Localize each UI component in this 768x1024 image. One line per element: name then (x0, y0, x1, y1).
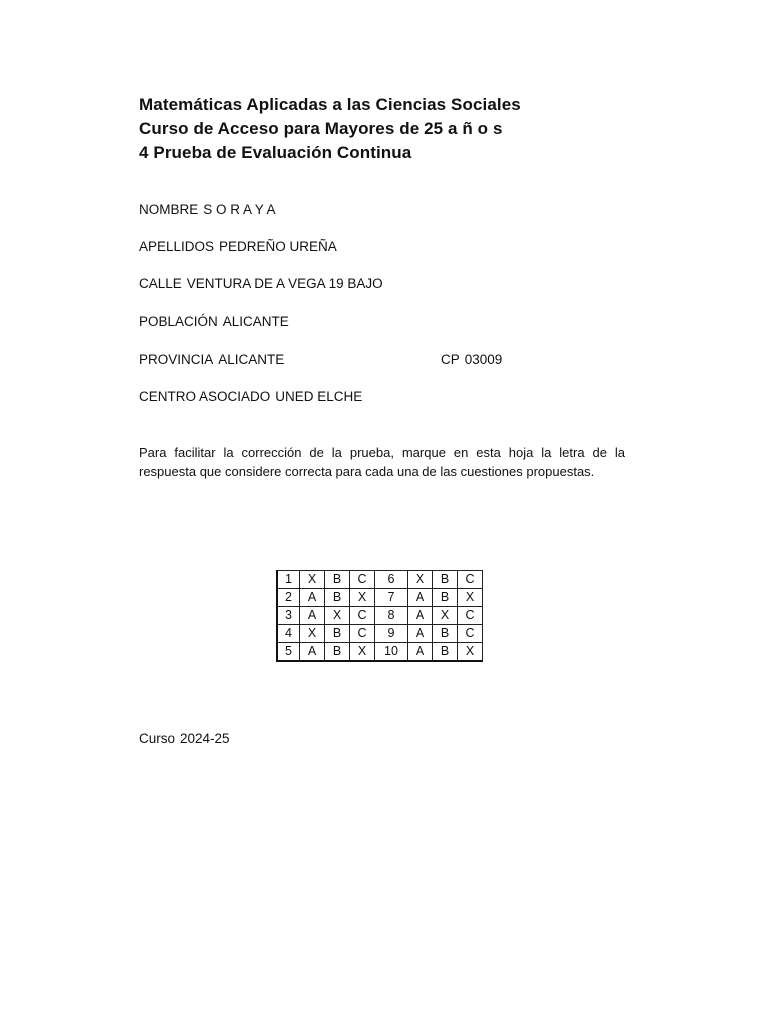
answer-cell: X (433, 607, 458, 625)
centro-label: CENTRO ASOCIADO (139, 389, 271, 404)
answer-cell: A (300, 607, 325, 625)
answer-cell: A (300, 589, 325, 607)
cp-label: CP (441, 352, 460, 367)
answer-cell: X (458, 643, 483, 662)
question-number: 9 (375, 625, 408, 643)
answer-row (277, 643, 483, 662)
cp-field (441, 352, 502, 367)
answer-cell: A (408, 625, 433, 643)
answer-cell: B (325, 625, 350, 643)
question-number: 7 (375, 589, 408, 607)
course-label: Curso (139, 731, 176, 746)
question-number: 3 (277, 607, 300, 625)
answer-cell: C (350, 571, 375, 589)
answer-row (277, 625, 483, 643)
cp-value: 03009 (464, 352, 503, 367)
answer-cell: B (433, 589, 458, 607)
answer-cell: C (458, 571, 483, 589)
provincia-value: ALICANTE (218, 352, 285, 367)
answer-cell: B (433, 643, 458, 662)
answer-cell: C (350, 607, 375, 625)
answer-cell: C (350, 625, 375, 643)
nombre-label: NOMBRE (139, 202, 199, 217)
answer-cell: A (408, 607, 433, 625)
apellidos-label: APELLIDOS (139, 239, 215, 254)
answer-cell: A (408, 589, 433, 607)
answer-cell: C (458, 607, 483, 625)
course-year (139, 731, 230, 746)
answer-cell: X (350, 589, 375, 607)
answer-cell: X (408, 571, 433, 589)
answer-cell: X (350, 643, 375, 662)
question-number: 1 (277, 571, 300, 589)
nombre-field (139, 202, 276, 217)
question-number: 8 (375, 607, 408, 625)
poblacion-field (139, 314, 289, 329)
subject-title: Matemáticas Aplicadas a las Ciencias Sociales (139, 95, 521, 114)
answer-row (277, 607, 483, 625)
answer-cell: A (300, 643, 325, 662)
answer-cell: X (458, 589, 483, 607)
answer-row (277, 571, 483, 589)
centro-value: UNED ELCHE (275, 389, 363, 404)
course-value: 2024-25 (180, 731, 230, 746)
poblacion-label: POBLACIÓN (139, 314, 218, 329)
apellidos-field (139, 239, 337, 254)
question-number: 6 (375, 571, 408, 589)
apellidos-value: PEDREÑO UREÑA (219, 239, 337, 254)
poblacion-value: ALICANTE (222, 314, 289, 329)
provincia-field (139, 352, 284, 367)
test-title: 4 Prueba de Evaluación Continua (139, 143, 412, 162)
question-number: 2 (277, 589, 300, 607)
answer-cell: X (300, 571, 325, 589)
answer-cell: X (325, 607, 350, 625)
answer-cell: B (325, 589, 350, 607)
answer-cell: A (408, 643, 433, 662)
answer-cell: B (433, 571, 458, 589)
answer-row (277, 589, 483, 607)
answer-grid (276, 570, 483, 662)
answer-cell: X (300, 625, 325, 643)
instructions-paragraph: Para facilitar la corrección de la prueba, marque en esta hoja la letra de la respuesta que considere correcta para cada una de las cuestiones propuestas. (139, 445, 625, 479)
answer-cell: B (325, 571, 350, 589)
calle-label: CALLE (139, 276, 182, 291)
question-number: 4 (277, 625, 300, 643)
calle-field (139, 276, 383, 291)
answer-cell: B (433, 625, 458, 643)
calle-value: VENTURA DE A VEGA 19 BAJO (186, 276, 383, 291)
centro-field (139, 389, 362, 404)
course-title: Curso de Acceso para Mayores de 25 a ñ o s (139, 119, 503, 138)
answer-cell: C (458, 625, 483, 643)
provincia-label: PROVINCIA (139, 352, 214, 367)
nombre-value: S O R A Y A (203, 202, 276, 217)
question-number: 5 (277, 643, 300, 662)
question-number: 10 (375, 643, 408, 662)
answer-cell: B (325, 643, 350, 662)
